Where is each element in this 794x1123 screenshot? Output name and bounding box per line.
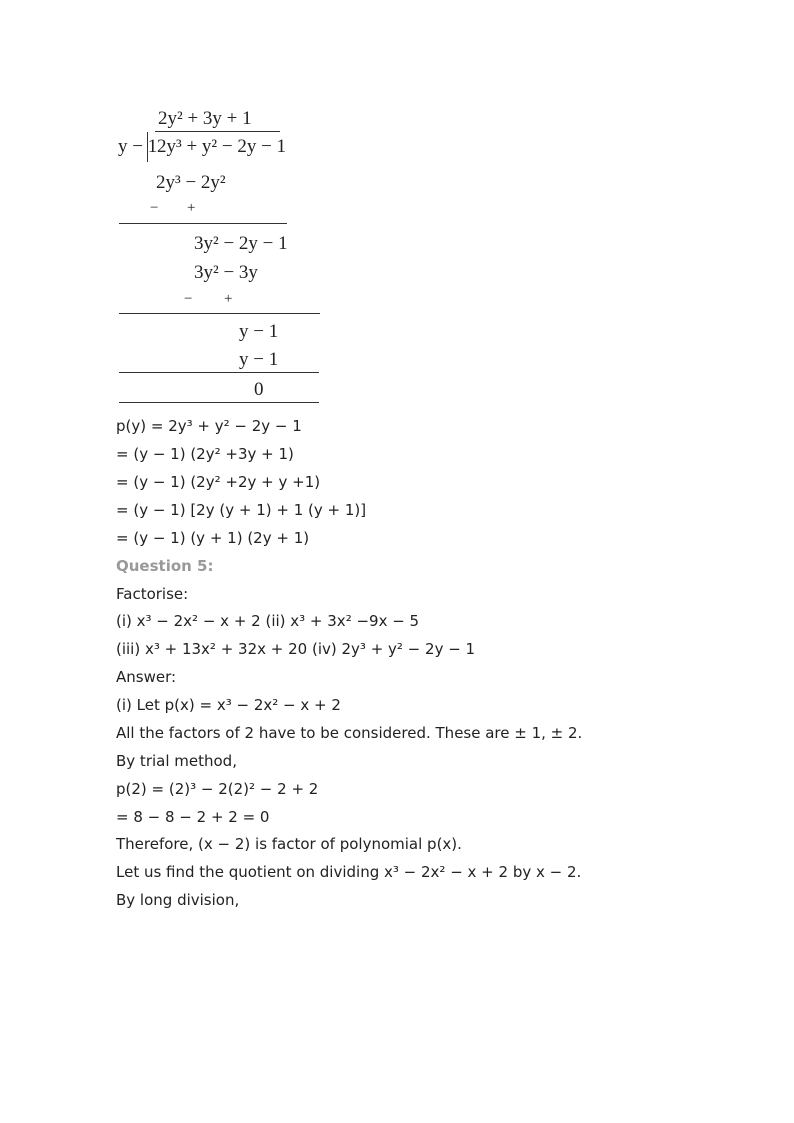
step1-remainder: 3y² − 2y − 1: [194, 233, 288, 254]
answer-label: Answer:: [116, 668, 177, 686]
step2-remainder: y − 1: [239, 321, 279, 342]
factor-line-1: p(y) = 2y³ + y² − 2y − 1: [116, 417, 302, 435]
rule-2: [119, 313, 320, 314]
rule-3: [119, 372, 319, 373]
factor-line-4: = (y − 1) [2y (y + 1) + 1 (y + 1)]: [116, 501, 367, 519]
step1-sign-minus: −: [150, 200, 159, 216]
step2-sign-minus: −: [184, 291, 193, 307]
division-bar: [155, 131, 280, 132]
divisor: y − 1: [118, 136, 158, 157]
question-parts-2: (iii) x³ + 13x² + 32x + 20 (iv) 2y³ + y² − 2y − 1: [116, 640, 476, 658]
answer-line-1: (i) Let p(x) = x³ − 2x² − x + 2: [116, 696, 341, 714]
question-heading: Question 5:: [116, 557, 214, 575]
factor-line-3: = (y − 1) (2y² +2y + y +1): [116, 473, 321, 491]
step2-sign-plus: +: [224, 291, 233, 307]
question-prompt: Factorise:: [116, 585, 189, 603]
answer-line-8: By long division,: [116, 891, 240, 909]
quotient: 2y² + 3y + 1: [158, 108, 252, 129]
step1-subtrahend: 2y³ − 2y²: [156, 172, 226, 193]
remainder: 0: [254, 379, 264, 400]
rule-4: [119, 402, 319, 403]
answer-line-3: By trial method,: [116, 752, 237, 770]
answer-line-6: Therefore, (x − 2) is factor of polynomial p(x).: [116, 835, 462, 853]
step1-sign-plus: +: [187, 200, 196, 216]
answer-line-7: Let us find the quotient on dividing x³ − 2x² − x + 2 by x − 2.: [116, 863, 582, 881]
factor-line-2: = (y − 1) (2y² +3y + 1): [116, 445, 294, 463]
question-parts-1: (i) x³ − 2x² − x + 2 (ii) x³ + 3x² −9x − 5: [116, 612, 420, 630]
step2-subtrahend: 3y² − 3y: [194, 262, 258, 283]
answer-line-5: = 8 − 8 − 2 + 2 = 0: [116, 808, 270, 826]
dividend: 2y³ + y² − 2y − 1: [157, 136, 287, 157]
answer-line-4: p(2) = (2)³ − 2(2)² − 2 + 2: [116, 780, 319, 798]
step3-subtrahend: y − 1: [239, 349, 279, 370]
factor-line-5: = (y − 1) (y + 1) (2y + 1): [116, 529, 310, 547]
answer-line-2: All the factors of 2 have to be considered. These are ± 1, ± 2.: [116, 724, 583, 742]
rule-1: [119, 223, 287, 224]
